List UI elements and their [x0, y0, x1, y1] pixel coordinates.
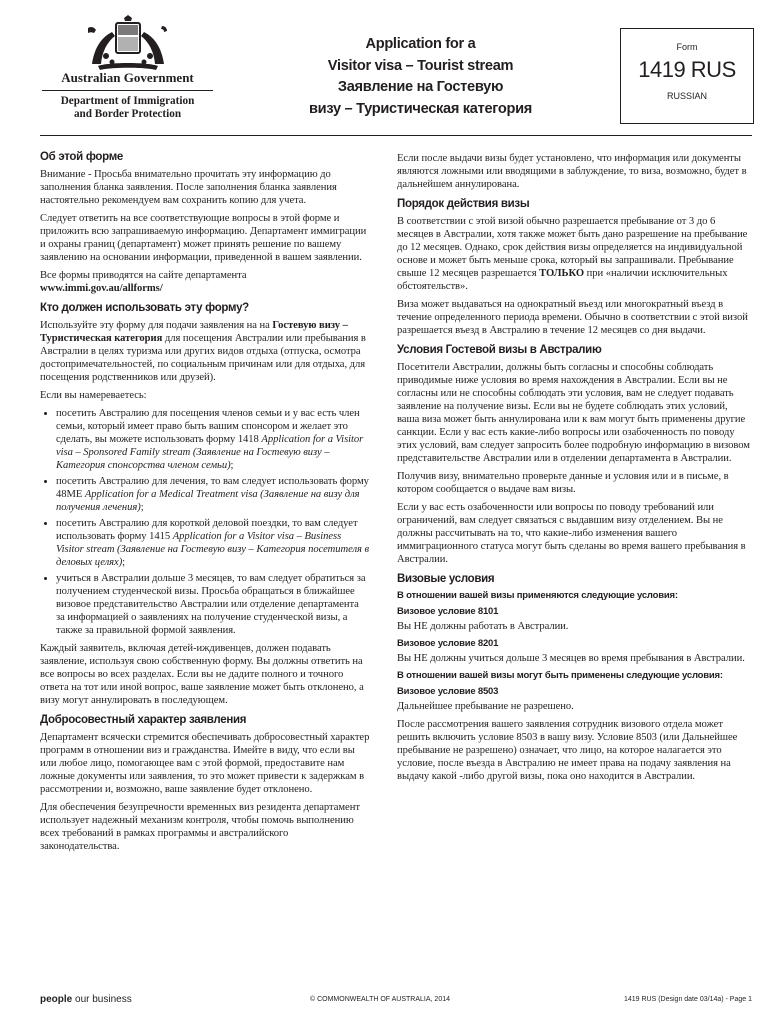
title-line: визу – Туристическая категория [309, 100, 532, 117]
section-heading-conditions: Условия Гостевой визы в Австралию [397, 344, 602, 356]
section-heading-about: Об этой форме [40, 151, 124, 163]
text: при «наличии исключительных обстоятельств». [397, 268, 728, 292]
paragraph: Дальнейшее пребывание не разрешено. [397, 701, 574, 712]
section-heading-integrity: Добросовестный характер заявления [40, 714, 247, 726]
brand-text: our business [72, 994, 132, 1005]
paragraph: Получив визу, внимательно проверьте данные и условия или и в письме, в котором сообщается о выдаче вам визы. [397, 471, 729, 495]
subheading: В отношении вашей визы могут быть применены следующие условия: [397, 670, 723, 681]
footer-page-info: 1419 RUS (Design date 03/14a) - Page 1 [623, 996, 752, 1003]
form-title [278, 34, 563, 120]
paragraph [40, 319, 370, 384]
list-item [56, 407, 370, 472]
title-line: Заявление на Гостевую [337, 79, 504, 95]
text: Используйте эту форму для подачи заявления на на [40, 320, 273, 331]
divider [42, 90, 213, 91]
form-reference: Application for a Visitor visa – Business Visitor stream (Заявление на Гостевую визу – Категория посетителя в деловых целях) [56, 531, 370, 568]
condition-heading-8503: Визовое условие 8503 [397, 686, 499, 697]
section-heading-visa-conditions: Визовые условия [397, 573, 495, 585]
list-item [56, 475, 370, 514]
section-heading-who: Кто должен использовать эту форму? [40, 302, 249, 314]
form-number-box [620, 28, 754, 124]
government-name: Australian Government [61, 70, 194, 85]
coat-of-arms-icon [78, 14, 178, 72]
visa-name: Гостевую визу – Туристическая категория [40, 320, 348, 344]
paragraph: После рассмотрения вашего заявления сотрудник визового отдела может решить включить условие 8503 в вашу визу. Условие 8503 (или Дальнейшее пребывание не разрешено) означает, что лицо, на которое налагается это условие, после въезда в Австралию не имеет права на подачу заявления на выдачу какой -либо другой визы, пока оно находится в Австралии. [397, 719, 738, 782]
form-reference: Application for a Visitor visa – Sponsored Family stream (Заявление на Гостевую визу – Категория спонсорства членом семьи) [56, 434, 364, 471]
section-heading-period: Порядок действия визы [397, 198, 530, 210]
paragraph: Виза может выдаваться на однократный въезд или многократный въезд в течение определенного периода времени. Обычно в соответствии с этой визой разрешается въезд в Австралию в течение 12 месяцев со дня выдачи. [397, 299, 748, 336]
text: ; [122, 557, 126, 568]
paragraph [397, 215, 752, 293]
form-language: RUSSIAN [666, 91, 707, 101]
text: посетить Австралию для лечения, то вам следует использовать форму 48ME [56, 476, 369, 500]
text: ; [140, 502, 144, 513]
form-reference: Application for a Medical Treatment visa (Заявление на визу для получения лечения) [56, 489, 360, 513]
right-column [397, 144, 752, 788]
brand-bold: people [40, 994, 73, 1005]
form-number: 1419 RUS [638, 57, 736, 82]
title-line: Visitor visa – Tourist stream [327, 57, 514, 74]
text: В соответствии с этой визой обычно разрешается пребывание от 3 до 6 месяцев в Австралии, хотя также может быть дано разрешение на пребывание до 12 месяцев. Однако, срок действия визы определяется на индивидуальной основе и может быть меньше срока, который вы запрашивали. Пребывание свыше 12 месяцев разрешается [397, 216, 748, 279]
website-link[interactable]: www.immi.gov.au/allforms/ [40, 283, 163, 294]
paragraph: Департамент всячески стремится обеспечивать добросовестный характер программ в отношении виз и гражданства. Имейте в виду, что если вы или любое лицо, помогающее вам с этой формой, предоставите нам ложные документы или заявления, то это может привести к задержкам в рассмотрении и, возможно, ваше заявление будет отклонено. [40, 732, 370, 795]
title-line: Application for a [365, 36, 476, 52]
bullet-list [40, 407, 370, 637]
paragraph: Вы НЕ должны работать в Австралии. [397, 621, 569, 632]
text: посетить Австралию для посещения членов семьи и у вас есть член семьи, который имеет право быть вашим спонсором и желает это сделать, вы можете использовать форму 1418 [56, 408, 360, 445]
emphasis: ТОЛЬКО [539, 268, 585, 279]
paragraph: Каждый заявитель, включая детей-иждивенцев, должен подавать заявление, используя свою собственную форму. Вы должны ответить на все вопросы во всех разделах. Если вы не дадите полного и точного ответа на тот или иной вопрос, ваше заявление может быть отклонено, а визу могут аннулировать в последующем. [40, 643, 364, 706]
paragraph [40, 269, 370, 295]
list-item: • учиться в Австралии дольше 3 месяцев, то вам следует обратиться за получением студенческой визы. Просьба обращаться в ближайшее визовое представительство Австралии или отделение департамента за информацией о заявлениях на получение студенческой визы, а также за правильной формой заявления. [56, 572, 370, 637]
department-name-line2: and Border Protection [73, 108, 182, 120]
text: ; [230, 460, 234, 471]
footer-brand [40, 994, 132, 1005]
text: Все формы приводятся на сайте департамента [40, 270, 247, 281]
paragraph: Внимание - Просьба внимательно прочитать эту информацию до заполнения бланка заявления. После заполнения бланка заявления настоятельно рекомендуем вам сохранить копию для учета. [40, 169, 337, 206]
paragraph: Посетители Австралии, должны быть согласны и способны соблюдать приводимые ниже условия во время нахождения в Австралии. Если вы не согласны или не способны соблюдать эти условия, вам не следует подавать заявление на получение визы. Если вы не будете соблюдать этих условий, ваша виза может быть аннулирована или к вам могут быть применены другие санкции. Если у вас есть какие-либо вопросы или озабоченность по поводу этих условий, вам следует запросить более подробную информацию в визовом представительстве Австралии или в отделении департамента в Австралии. [397, 362, 750, 464]
subheading: В отношении вашей визы применяются следующие условия: [397, 590, 678, 601]
text: посетить Австралию для короткой деловой поездки, то вам следует использовать форму 1415 [56, 518, 358, 542]
condition-heading-8201: Визовое условие 8201 [397, 638, 499, 649]
form-label: Form [676, 42, 698, 52]
government-logo [40, 70, 215, 121]
paragraph: Для обеспечения безупречности временных виз резидента департамент использует надежный механизм контроля, чтобы помочь выполнению всех требований в рамках программы и австралийского законодательства. [40, 802, 360, 852]
left-column [40, 144, 370, 858]
paragraph: Если вы намереваетесь: [40, 390, 147, 401]
paragraph: Вы НЕ должны учиться дольше 3 месяцев во время пребывания в Австралии. [397, 653, 745, 664]
footer-copyright: © COMMONWEALTH OF AUSTRALIA, 2014 [310, 996, 450, 1003]
list-item [56, 517, 370, 569]
header-rule [40, 135, 752, 136]
paragraph: Если после выдачи визы будет установлено, что информация или документы являются ложными или вводящими в заблуждение, то виза, возможно, будет в дальнейшем аннулирована. [397, 153, 747, 190]
paragraph: Следует ответить на все соответствующие вопросы в этой форме и приложить всю запрашиваемую информацию. Департамент иммиграции и охраны границ (департамент) может принять решение по вашему заявлению на основании информации, приведенной в вашем заявлении. [40, 213, 367, 263]
condition-heading-8101: Визовое условие 8101 [397, 606, 499, 617]
paragraph: Если у вас есть озабоченности или вопросы по поводу требований или ограничений, вам следует связаться с выдавшим визу отделением. Вы не должны рассчитывать на то, что какие-либо изменения вашего иммиграционного статуса могут быть сделаны во время вашего пребывания в Австралии. [397, 502, 746, 565]
text: для посещения Австралии или пребывания в Австралии в целях туризма или других видов отдыха (отпуска, осмотра достопримечательностей, по социальным причинам или для отдыха, для посещения родственников или друзей). [40, 333, 366, 383]
department-name-line1: Department of Immigration [60, 95, 195, 107]
